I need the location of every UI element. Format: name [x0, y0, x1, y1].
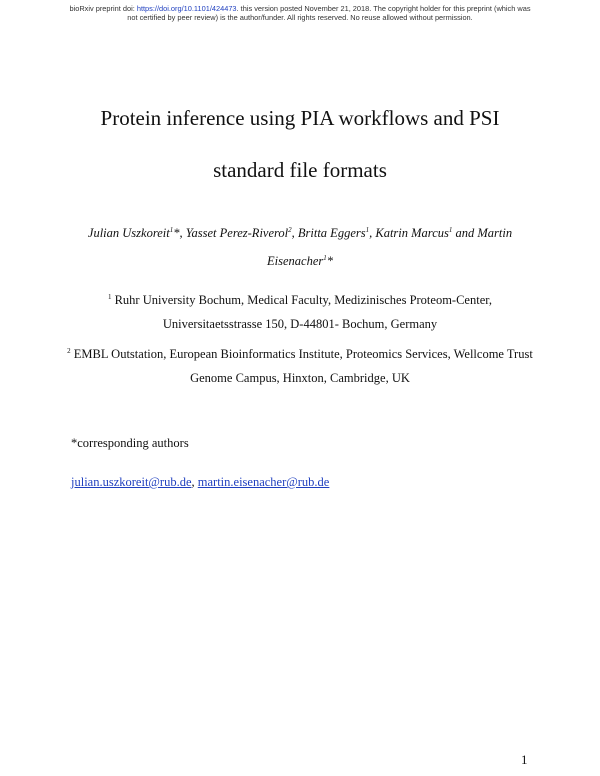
paper-title-line-1: Protein inference using PIA workflows and PSI	[100, 106, 500, 130]
page-number: 1	[521, 752, 528, 767]
affiliation-number: 1	[107, 293, 112, 301]
affiliation-1-line-1	[40, 289, 560, 308]
affiliation-2-line-2: Genome Campus, Hinxton, Cambridge, UK	[190, 371, 410, 385]
author-name: Britta Eggers	[297, 226, 366, 240]
banner-line1-rest: . this version posted November 21, 2018. The copyright holder for this preprint (which was	[236, 4, 531, 13]
author-separator: and Martin	[452, 226, 513, 240]
affiliation-2-line-1	[40, 343, 560, 362]
author-separator: ,	[369, 226, 376, 240]
affiliation-marker: 2	[288, 226, 292, 234]
doi-link[interactable]: https://doi.org/10.1101/424473	[136, 4, 237, 13]
corresponding-marker: *,	[173, 226, 186, 240]
author-name: Katrin Marcus	[375, 226, 449, 240]
author-name: Eisenacher	[267, 254, 324, 268]
author-separator: ,	[291, 226, 298, 240]
paper-title-line-2: standard file formats	[213, 158, 387, 182]
affiliation-text: Ruhr University Bochum, Medical Faculty, Medizinisches Proteom-Center,	[111, 293, 493, 307]
email-link-uszkoreit[interactable]: julian.uszkoreit@rub.de	[71, 475, 192, 489]
affiliation-marker: 1	[323, 254, 327, 262]
email-list	[71, 474, 329, 490]
email-link-eisenacher[interactable]: martin.eisenacher@rub.de	[197, 475, 330, 489]
author-list-line-1	[40, 222, 560, 241]
author-name: Yasset Perez-Riverol	[185, 226, 289, 240]
corresponding-authors-label: *corresponding authors	[71, 436, 189, 450]
banner-line-2: not certified by peer review) is the author/funder. All rights reserved. No reuse allowed without permission.	[127, 13, 473, 22]
affiliation-marker: 1	[448, 226, 453, 234]
affiliation-marker: 1	[169, 226, 174, 234]
banner-line-1	[30, 4, 570, 13]
affiliation-text: EMBL Outstation, European Bioinformatics Institute, Proteomics Services, Wellcome Trust	[70, 347, 533, 361]
affiliation-marker: 1	[365, 226, 370, 234]
email-separator: ,	[191, 475, 198, 489]
author-list-line-2	[40, 250, 560, 269]
author-name: Julian Uszkoreit	[87, 226, 170, 240]
affiliation-1-line-2: Universitaetsstrasse 150, D-44801- Bochum, Germany	[162, 317, 438, 331]
corresponding-marker: *	[326, 254, 333, 268]
preprint-banner	[30, 4, 570, 22]
affiliation-number: 2	[67, 347, 71, 355]
banner-prefix: bioRxiv preprint doi:	[69, 4, 137, 13]
